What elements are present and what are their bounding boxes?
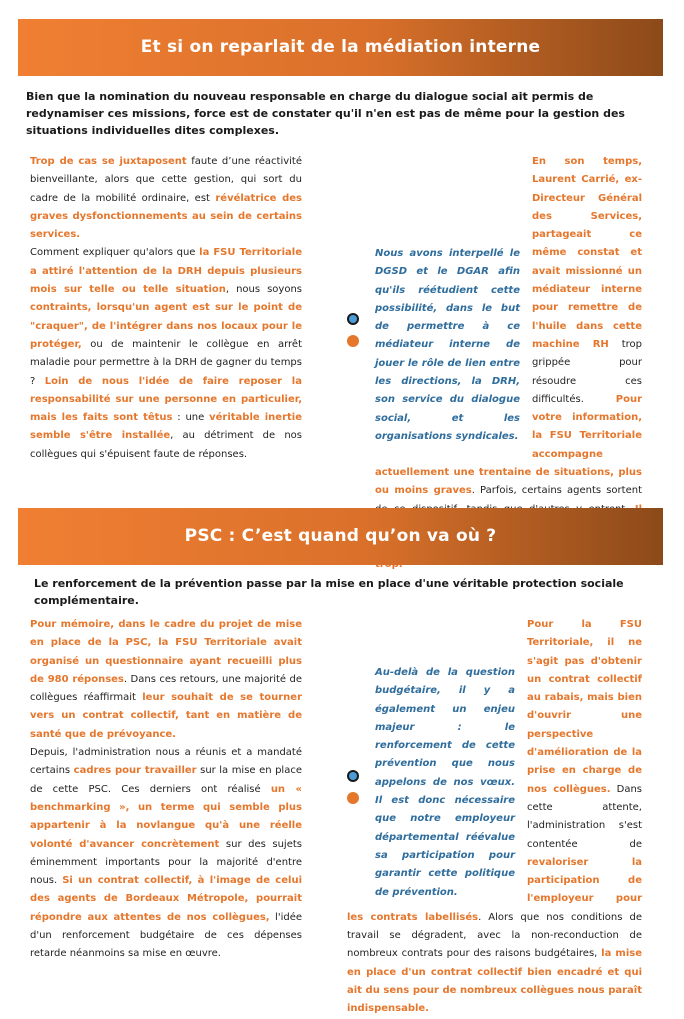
highlight-text: un « benchmarking », un terme qui semble plus appartenir à la novlangue qu'à une réelle volonté d'avancer concrètement [30,783,302,850]
body-text: , au détriment de nos collègues qui s'épuisent faute de réponses. [30,430,302,460]
blue-dot-icon [347,313,359,325]
highlight-text: contraints, lorsqu'un agent est sur le point de "craquer", de l'intégrer dans nos locaux pour le protéger, [30,302,302,350]
body-text: . Parfois, certains agents sortent [471,485,642,497]
body-text: trop grippée pour résoudre ces difficultés. [532,338,642,405]
highlight-text: revaloriser la participation de l'employeur pour les contrats labellisés [347,856,642,923]
body-text: l'idée d'un renforcement budgétaire de ces dépenses retarde néanmoins sa mise en œuvre. [30,911,303,960]
section2-banner [18,508,663,565]
highlight-text: la mise en place d'un contrat collectif bien encadré et qui ait du sens pour de nombreux collègues nous paraît indispensable. [347,948,642,1015]
s2-left-paragraph-1 [30,616,302,744]
section2-quote: Au-delà de la question budgétaire, il y a également un enjeu majeur : le renforcement de cette prévention que nous appelons de nos vœux. Il est donc nécessaire que notre employeur départemental réévalue sa participation pour garantir cette politique de prévention. [375,667,515,898]
highlight-text: véritable inertie semble s'être installée [30,412,302,442]
highlight-text: Pour mémoire, dans le cadre du projet de mise en place de la PSC, la FSU Territoriale avait organisé un questionnaire ayant recueilli plus de 980 réponses [30,619,302,685]
highlight-text: leur souhait de se tourner vers un contrat collectif, tant en matière de santé que de prévoyance. [30,692,302,740]
body-text: Comment expliquer qu'alors que [30,247,200,259]
body-text: . Dans ces retours, une majorité de collègues réaffirmait [30,673,303,704]
highlight-text: la FSU Territoriale a attiré l'attention de la DRH depuis plusieurs mois sur telle ou telle situation [30,247,302,296]
body-text: sur des sujets éminemment importants pour la majorité d'entre nous. [30,838,302,887]
section2-left-column [30,616,302,964]
body-text: : une [172,412,210,424]
highlight-text: Pour la FSU Territoriale, il ne s'agit pas d'obtenir un contrat collectif au rabais, mais bien d'ouvrir une perspective d'amélioration de la prise en charge de nos collègues. [527,619,642,795]
body-text: . Alors que nos conditions de travail se dégradent, avec la non-reconduction de nombreux contrats pour des raisons budgétaires, [347,911,642,960]
orange-dot-icon [347,335,359,347]
section1-intro: Bien que la nomination du nouveau responsable en charge du dialogue social ait permis de redynamiser ces missions, force est de constater qu'il n'en est pas de même pour la gestion des situations individuelles dites complexes. [26,90,625,137]
highlight-text: Pour votre information, la FSU Territoriale accompagne actuellement une trentaine de situations, plus ou moins graves [375,393,642,497]
section2-title: PSC : C’est quand qu’on va où ? [184,526,497,546]
body-text: faute d’une réactivité bienveillante, alors que cette gestion, qui sort du cadre de la mobilité ordinaire, est [30,156,302,204]
body-text: Dans cette attente, l'administration s'est contentée de [527,783,642,850]
s2-left-paragraph-2 [30,744,302,964]
highlight-text: En son temps, Laurent Carrié, ex-Directeur Général des Services, partageait ce même constat et avait missionné un médiateur interne pour remettre de l'huile dans cette machine RH [532,156,642,350]
section1-banner [18,19,663,76]
body-text: ou de maintenir le collègue en arrêt maladie pour permettre à la DRH de gagner du temps ? [30,338,302,387]
highlight-text: cadres pour travailler [73,765,197,777]
section1-title: Et si on reparlait de la médiation interne [140,37,541,57]
highlight-text: Trop de cas se juxtaposent [30,156,187,167]
section2-intro: Le renforcement de la prévention passe par la mise en place d'une véritable protection sociale complémentaire. [34,577,624,607]
highlight-text: Loin de nous l'idée de faire reposer la responsabilité sur une personne en particulier, mais les faits sont têtus [30,375,302,424]
highlight-text: révélatrice des graves dysfonctionnements au sein de certains services. [30,192,302,241]
s1-left-paragraph-2 [30,244,302,464]
body-text: Depuis, l'administration nous a réunis et a mandaté certains [30,747,302,777]
section1-quote: Nous avons interpellé le DGSD et le DGAR afin qu'ils réétudient cette possibilité, dans le but de permettre à ce médiateur interne de jouer le rôle de lien entre les directions, la DRH, son service du dialogue social, et les organisations syndicales. [375,248,520,442]
s1-left-paragraph-1 [30,153,302,244]
section2-right-column [347,616,642,1019]
highlight-text: Si un contrat collectif, à l'image de celui des agents de Bordeaux Métropole, pourrait répondre aux attentes de nos collègues, [30,875,302,923]
section1-left-column [30,153,302,464]
body-text: , nous soyons [225,284,302,296]
body-text: sur la mise en place de cette PSC. Ces derniers ont réalisé [30,765,302,795]
